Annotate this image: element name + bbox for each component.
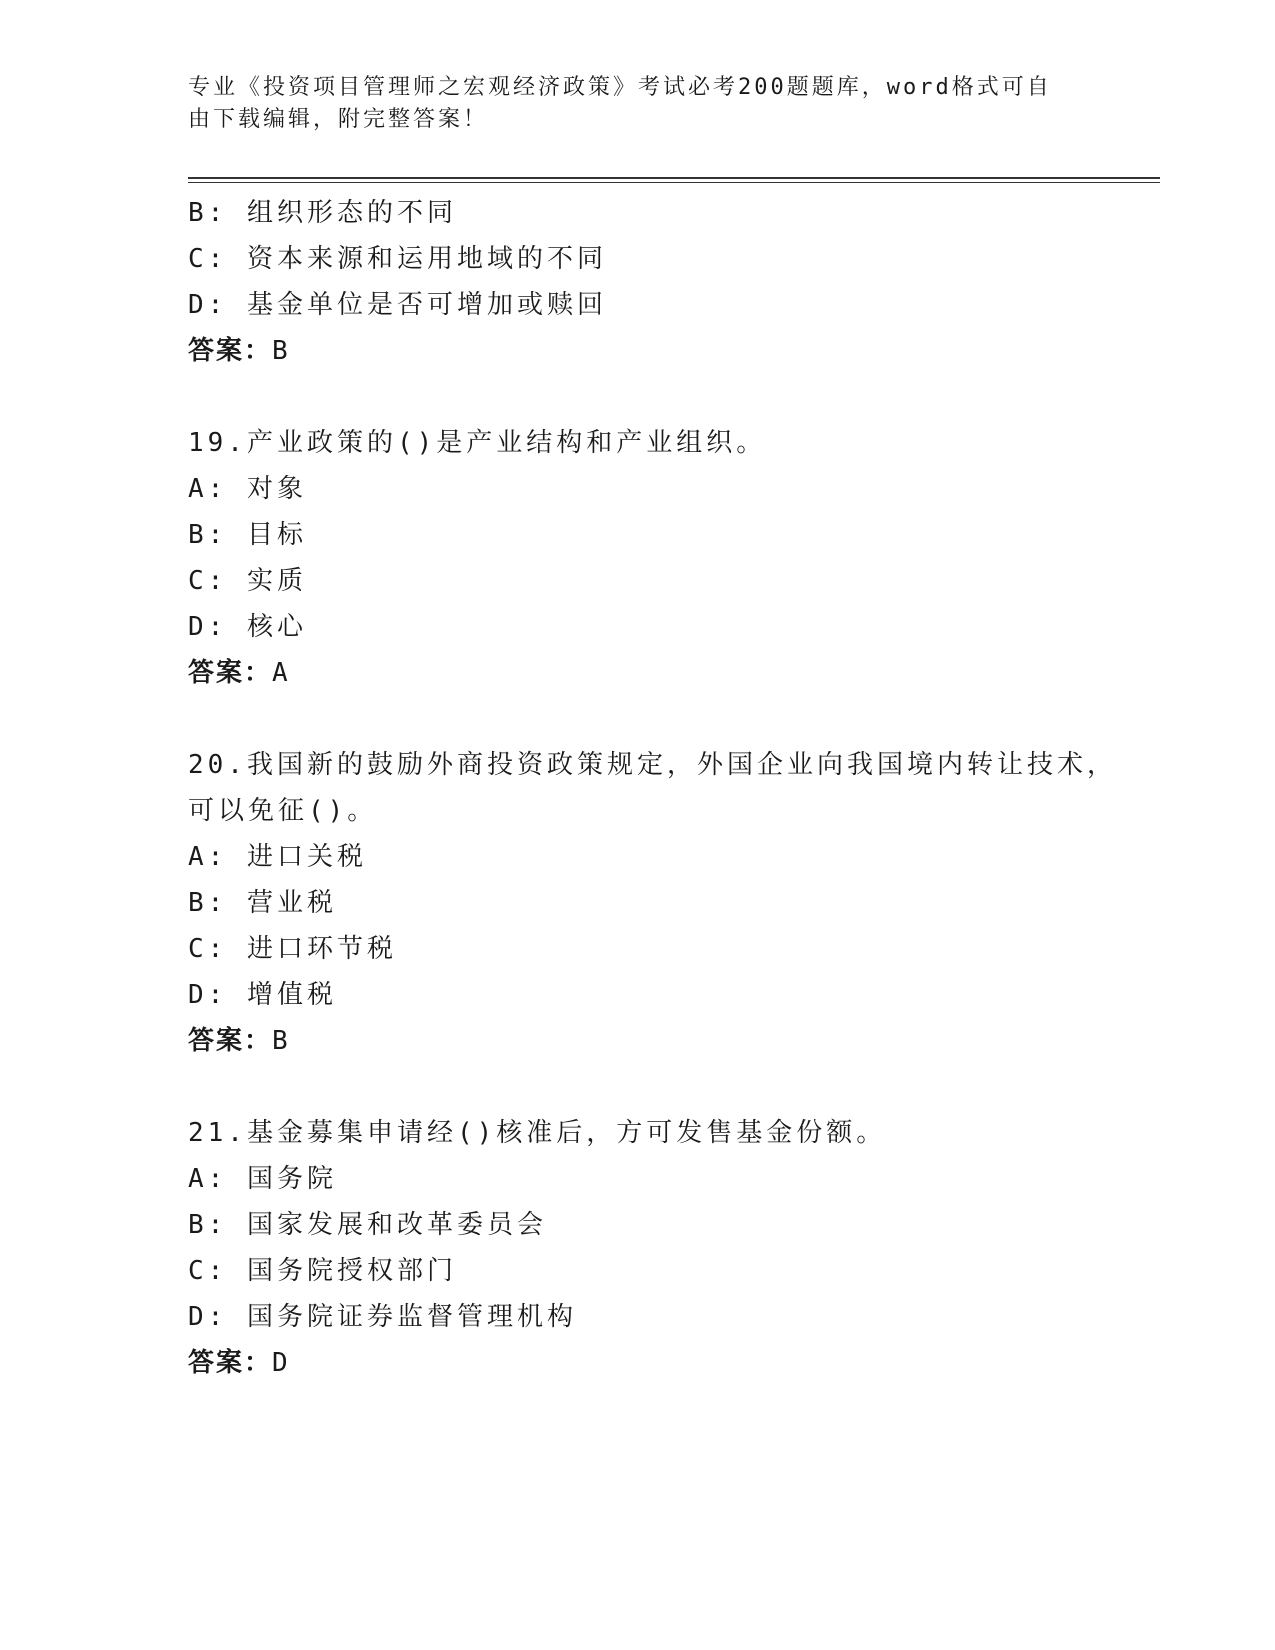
option-c: C: 实质: [188, 566, 307, 596]
question-stem-continued: 可以免征()。: [188, 796, 378, 826]
answer-label: 答案：: [188, 658, 273, 688]
question-21: [188, 1110, 1128, 1386]
option-b: B: 目标: [188, 520, 307, 550]
answer-value: D: [272, 1348, 290, 1378]
answer-label: 答案：: [188, 1026, 273, 1056]
option-d: D: 国务院证券监督管理机构: [188, 1302, 577, 1332]
option-b: B: 国家发展和改革委员会: [188, 1210, 547, 1240]
question-19: [188, 420, 1128, 696]
answer-line: [188, 328, 1128, 374]
option-b: B: 组织形态的不同: [188, 198, 457, 228]
answer-value: B: [272, 336, 290, 366]
document-header: 专业《投资项目管理师之宏观经济政策》考试必考200题题库，word格式可自由下载编辑，附完整答案！: [188, 75, 1052, 132]
question-list: [188, 190, 1128, 1386]
question-stem: 21.基金募集申请经()核准后，方可发售基金份额。: [188, 1118, 887, 1148]
answer-label: 答案：: [188, 336, 273, 366]
answer-value: B: [272, 1026, 290, 1056]
option-d: D: 增值税: [188, 980, 337, 1010]
option-d: D: 基金单位是否可增加或赎回: [188, 290, 607, 320]
option-c: C: 资本来源和运用地域的不同: [188, 244, 607, 274]
answer-line: [188, 1018, 1128, 1064]
header-rule-top: [188, 177, 1160, 179]
option-a: A: 对象: [188, 474, 307, 504]
header-rule-bottom: [188, 182, 1160, 183]
option-c: C: 国务院授权部门: [188, 1256, 457, 1286]
option-a: A: 进口关税: [188, 842, 367, 872]
question-20: [188, 742, 1128, 1064]
answer-value: A: [272, 658, 290, 688]
answer-label: 答案：: [188, 1348, 273, 1378]
option-c: C: 进口环节税: [188, 934, 397, 964]
answer-line: [188, 650, 1128, 696]
option-b: B: 营业税: [188, 888, 337, 918]
question-stem: 20.我国新的鼓励外商投资政策规定，外国企业向我国境内转让技术，: [188, 750, 1117, 780]
option-a: A: 国务院: [188, 1164, 337, 1194]
question-18-tail: [188, 190, 1128, 374]
option-d: D: 核心: [188, 612, 307, 642]
question-stem: 19.产业政策的()是产业结构和产业组织。: [188, 428, 767, 458]
answer-line: [188, 1340, 1128, 1386]
